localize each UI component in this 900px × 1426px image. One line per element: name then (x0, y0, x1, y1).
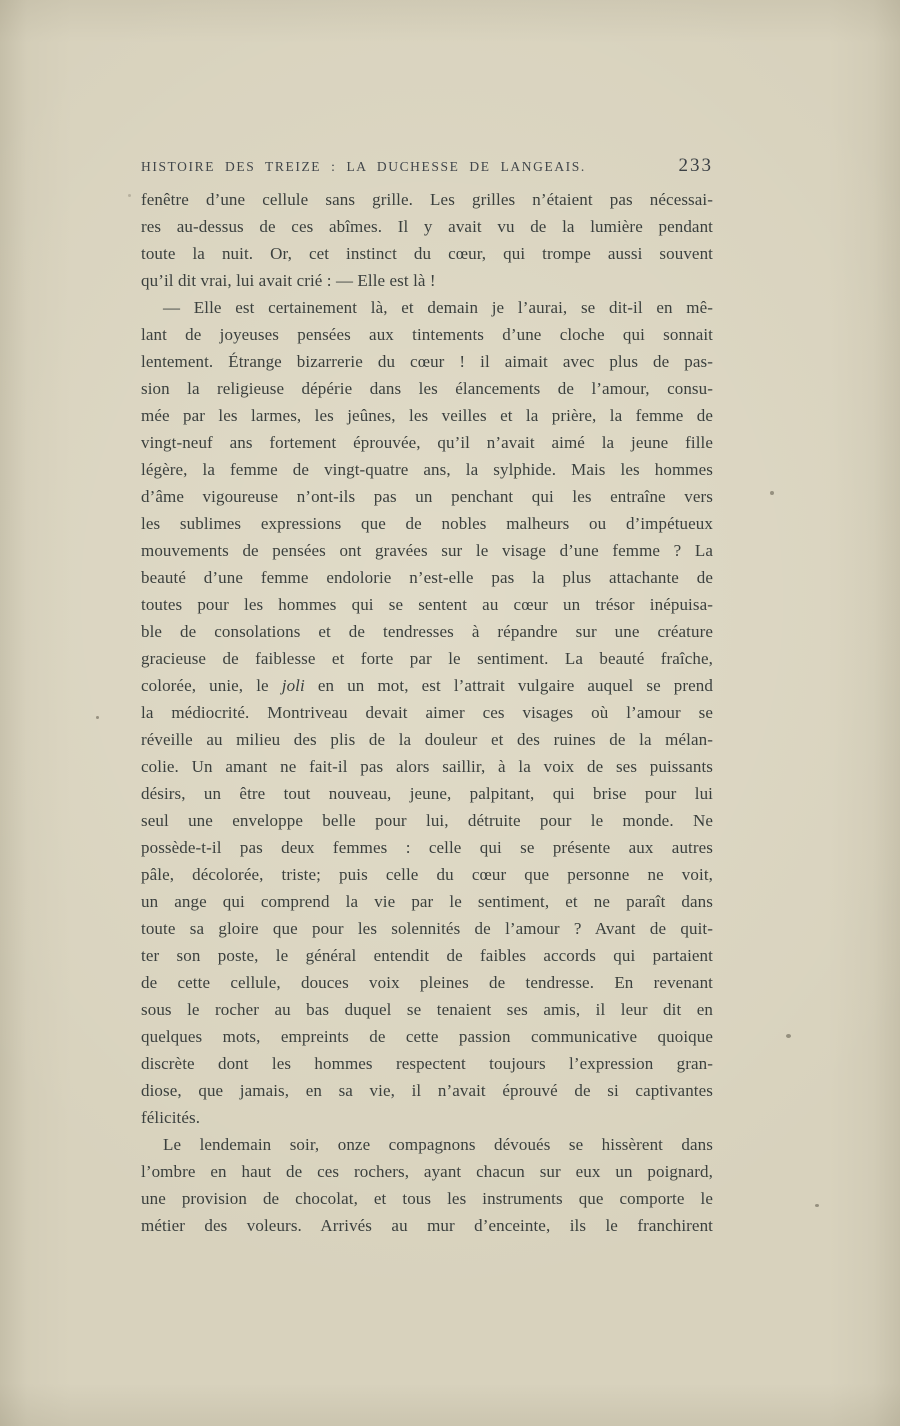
text-line: — Elle est certainement là, et demain je l’aurai, se dit-il en mê- (163, 298, 713, 317)
text-line: réveille au milieu des plis de la douleur et des ruines de la mélan- (141, 730, 713, 749)
text-line: d’âme vigoureuse n’ont-ils pas un penchant qui les entraîne vers (141, 487, 713, 506)
text-segment: en un mot, est l’attrait vulgaire auquel se prend (304, 676, 713, 695)
text-line: possède-t-il pas deux femmes : celle qui se présente aux autres (141, 838, 713, 857)
body-text (141, 186, 713, 1239)
text-line: la médiocrité. Montriveau devait aimer ces visages où l’amour se (141, 703, 713, 722)
text-line: seul une enveloppe belle pour lui, détruite pour le monde. Ne (141, 811, 713, 830)
text-line: légère, la femme de vingt-quatre ans, la sylphide. Mais les hommes (141, 460, 713, 479)
text-line: ble de consolations et de tendresses à répandre sur une créature (141, 622, 713, 641)
text-line: Le lendemain soir, onze compagnons dévoués se hissèrent dans (163, 1135, 713, 1154)
text-line: mouvements de pensées ont gravées sur le visage d’une femme ? La (141, 541, 713, 560)
text-line: gracieuse de faiblesse et forte par le sentiment. La beauté fraîche, (141, 649, 713, 668)
text-line: félicités. (141, 1108, 201, 1127)
text-line: colie. Un amant ne fait-il pas alors saillir, à la voix de ses puissants (141, 757, 713, 776)
text-line: lentement. Étrange bizarrerie du cœur ! il aimait avec plus de pas- (141, 352, 713, 371)
text-line: qu’il dit vrai, lui avait crié : — Elle est là ! (141, 271, 436, 290)
text-line: l’ombre en haut de ces rochers, ayant chacun sur eux un poignard, (141, 1162, 713, 1181)
scan-speck (96, 716, 99, 719)
text-line: res au-dessus de ces abîmes. Il y avait vu de la lumière pendant (141, 217, 713, 236)
text-segment: colorée, unie, le (141, 676, 282, 695)
scan-speck (770, 491, 774, 495)
scan-speck (128, 194, 131, 197)
text-line: les sublimes expressions que de nobles malheurs ou d’impétueux (141, 514, 713, 533)
text-line: sion la religieuse dépérie dans les élancements de l’amour, consu- (141, 379, 713, 398)
text-line: discrète dont les hommes respectent toujours l’expression gran- (141, 1054, 713, 1073)
scan-speck (786, 1034, 791, 1038)
text-line: pâle, décolorée, triste; puis celle du cœur que personne ne voit, (141, 865, 713, 884)
text-segment-italic: joli (281, 676, 305, 695)
text-line: ter son poste, le général entendit de faibles accords qui partaient (141, 946, 713, 965)
text-line: de cette cellule, douces voix pleines de tendresse. En revenant (141, 973, 713, 992)
text-line: métier des voleurs. Arrivés au mur d’enceinte, ils le franchirent (141, 1216, 713, 1235)
text-line: désirs, un être tout nouveau, jeune, palpitant, qui brise pour lui (141, 784, 713, 803)
text-line (141, 672, 713, 699)
text-line: diose, que jamais, en sa vie, il n’avait éprouvé de si captivantes (141, 1081, 713, 1100)
text-line: sous le rocher au bas duquel se tenaient ses amis, il leur dit en (141, 1000, 713, 1019)
text-line: toutes pour les hommes qui se sentent au cœur un trésor inépuisa- (141, 595, 713, 614)
scan-speck (815, 1204, 819, 1207)
text-line: fenêtre d’une cellule sans grille. Les grilles n’étaient pas nécessai- (141, 190, 713, 209)
text-line: un ange qui comprend la vie par le sentiment, et ne paraît dans (141, 892, 713, 911)
page-header (141, 155, 713, 177)
page-number: 233 (678, 155, 713, 176)
text-line: vingt-neuf ans fortement éprouvée, qu’il n’avait aimé la jeune fille (141, 433, 713, 452)
text-line: mée par les larmes, les jeûnes, les veilles et la prière, la femme de (141, 406, 713, 425)
text-line: toute sa gloire que pour les solennités de l’amour ? Avant de quit- (141, 919, 713, 938)
text-line: une provision de chocolat, et tous les instruments que comporte le (141, 1189, 713, 1208)
running-title: HISTOIRE DES TREIZE : LA DUCHESSE DE LANGEAIS. (141, 159, 586, 174)
text-line: lant de joyeuses pensées aux tintements d’une cloche qui sonnait (141, 325, 713, 344)
text-line: toute la nuit. Or, cet instinct du cœur, qui trompe aussi souvent (141, 244, 713, 263)
text-line: quelques mots, empreints de cette passion communicative quoique (141, 1027, 713, 1046)
text-line: beauté d’une femme endolorie n’est-elle pas la plus attachante de (141, 568, 713, 587)
